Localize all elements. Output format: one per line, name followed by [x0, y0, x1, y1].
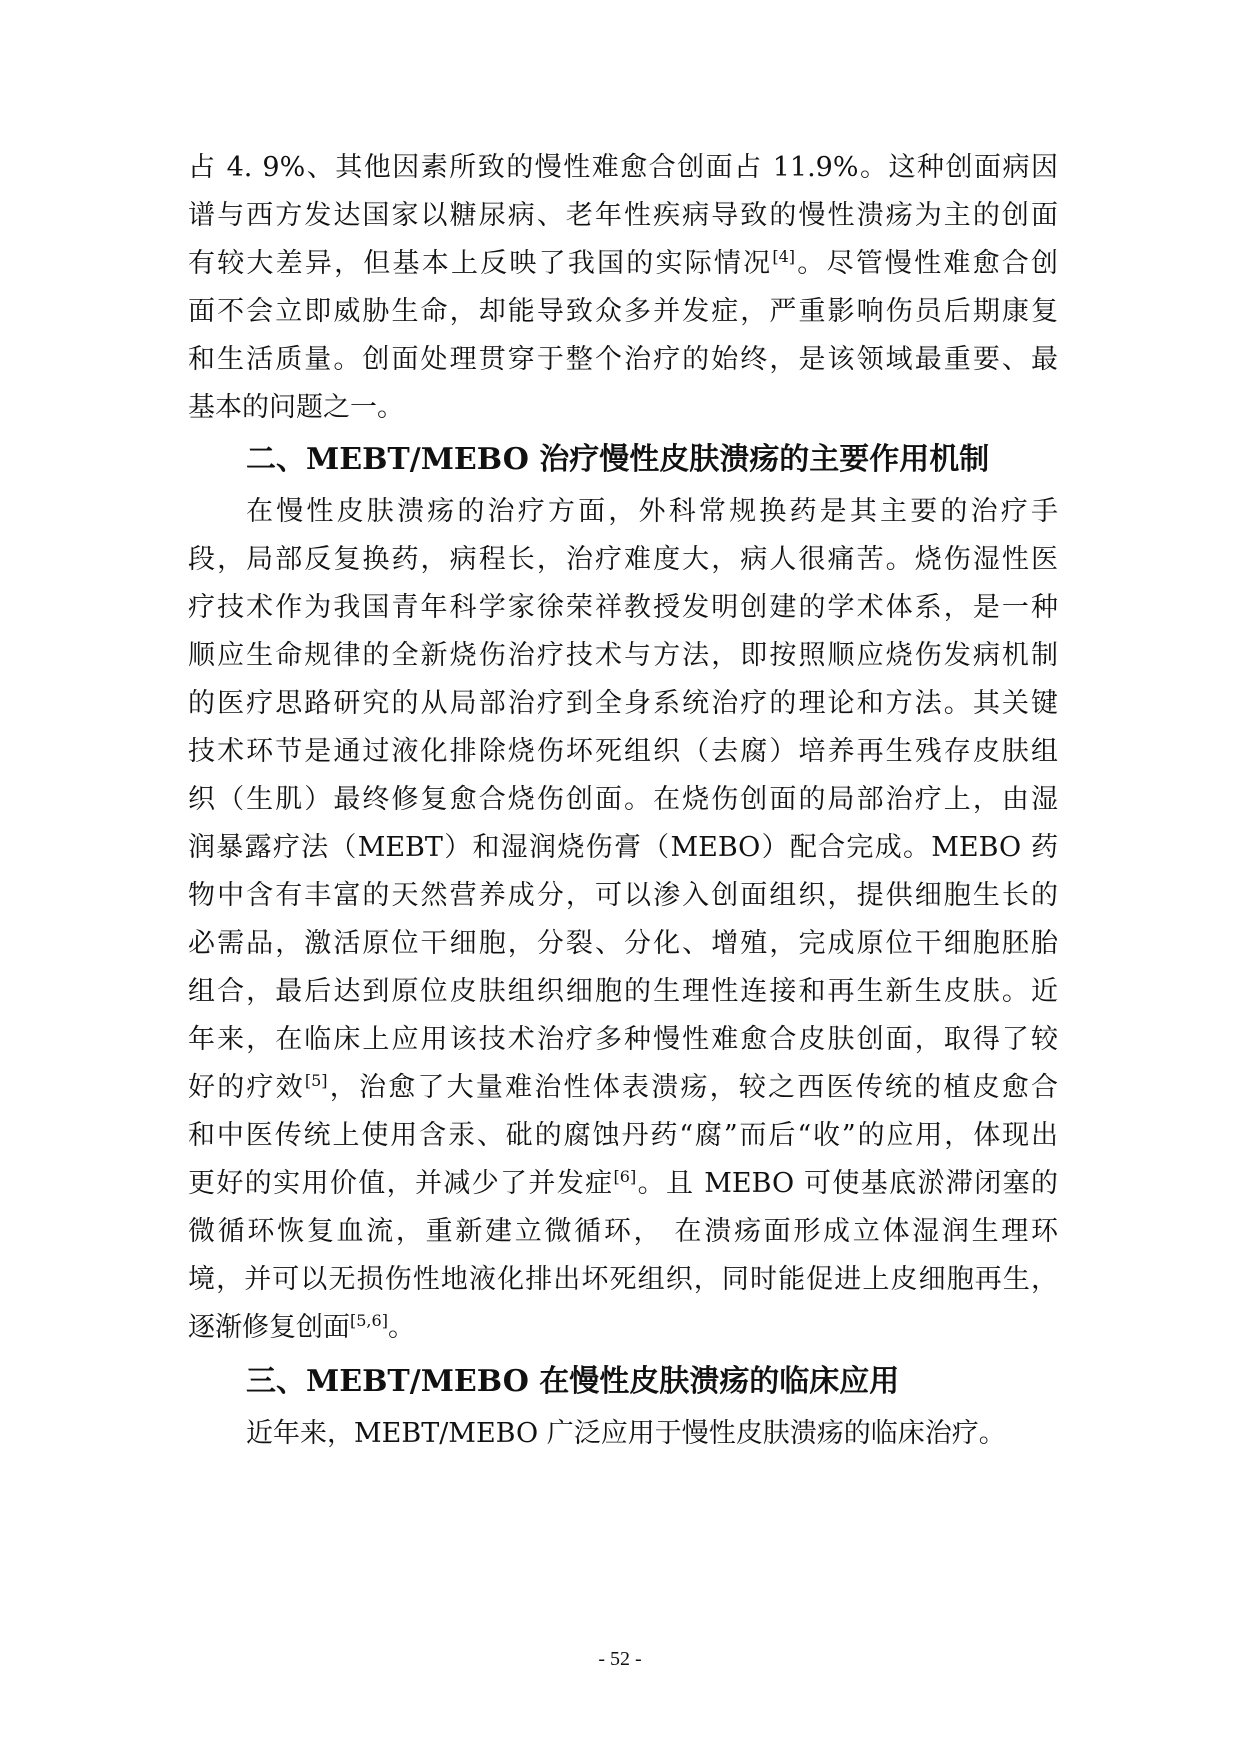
text-line: 润暴露疗法（MEBT）和湿润烧伤膏（MEBO）配合完成。MEBO 药 [188, 832, 1058, 863]
text-line: 谱与西方发达国家以糖尿病、老年性疾病导致的慢性溃疡为主的创面 [188, 200, 1058, 231]
section-heading-3: 三、MEBT/MEBO 在慢性皮肤溃疡的临床应用 [246, 1364, 900, 1399]
text-line: 段，局部反复换药，病程长，治疗难度大，病人很痛苦。烧伤湿性医 [188, 544, 1058, 575]
citation: [5] [304, 1071, 328, 1090]
text-run: 。 [387, 1312, 415, 1343]
text-line [188, 1308, 1058, 1348]
text-line: 必需品，激活原位干细胞，分裂、分化、增殖，完成原位干细胞胚胎 [188, 928, 1058, 959]
citation: [4] [772, 247, 796, 266]
text-line: 面不会立即威胁生命，却能导致众多并发症，严重影响伤员后期康复 [188, 296, 1058, 327]
text-run: 好的疗效 [188, 1072, 305, 1103]
text-line: 和中医传统上使用含汞、砒的腐蚀丹药“腐”而后“收”的应用，体现出 [188, 1120, 1058, 1151]
text-run: 逐渐修复创面 [188, 1312, 350, 1343]
text-line: 和生活质量。创面处理贯穿于整个治疗的始终，是该领域最重要、最 [188, 344, 1058, 375]
text-line: 占 4. 9%、其他因素所致的慢性难愈合创面占 11.9%。这种创面病因 [188, 152, 1058, 183]
text-run: 有较大差异，但基本上反映了我国的实际情况 [188, 248, 773, 279]
text-line: 在慢性皮肤溃疡的治疗方面，外科常规换药是其主要的治疗手 [246, 496, 1058, 527]
text-line: 组合，最后达到原位皮肤组织细胞的生理性连接和再生新生皮肤。近 [188, 976, 1058, 1007]
text-line: 织（生肌）最终修复愈合烧伤创面。在烧伤创面的局部治疗上，由湿 [188, 784, 1058, 815]
page-number: - 52 - [598, 1648, 642, 1670]
text-line: 物中含有丰富的天然营养成分，可以渗入创面组织，提供细胞生长的 [188, 880, 1058, 911]
text-line: 基本的问题之一。 [188, 392, 404, 423]
text-run: ，治愈了大量难治性体表溃疡，较之西医传统的植皮愈合 [327, 1072, 1059, 1103]
text-line: 微循环恢复血流，重新建立微循环， 在溃疡面形成立体湿润生理环 [188, 1216, 1058, 1247]
text-line: 技术环节是通过液化排除烧伤坏死组织（去腐）培养再生残存皮肤组 [188, 736, 1058, 767]
text-line [188, 244, 1058, 284]
text-line [188, 1068, 1058, 1108]
text-line: 顺应生命规律的全新烧伤治疗技术与方法，即按照顺应烧伤发病机制 [188, 640, 1058, 671]
text-run: 更好的实用价值，并减少了并发症 [188, 1168, 614, 1199]
text-run: 。尽管慢性难愈合创 [795, 248, 1059, 279]
section-heading-2: 二、MEBT/MEBO 治疗慢性皮肤溃疡的主要作用机制 [246, 442, 990, 477]
text-line [188, 1164, 1058, 1204]
text-line: 疗技术作为我国青年科学家徐荣祥教授发明创建的学术体系，是一种 [188, 592, 1058, 623]
text-line: 的医疗思路研究的从局部治疗到全身系统治疗的理论和方法。其关键 [188, 688, 1058, 719]
text-line: 近年来，MEBT/MEBO 广泛应用于慢性皮肤溃疡的临床治疗。 [246, 1418, 1006, 1449]
text-run: 。且 MEBO 可使基底淤滞闭塞的 [636, 1168, 1059, 1199]
text-line: 年来，在临床上应用该技术治疗多种慢性难愈合皮肤创面，取得了较 [188, 1024, 1058, 1055]
citation: [6] [613, 1167, 637, 1186]
citation: [5,6] [350, 1311, 388, 1330]
text-line: 境，并可以无损伤性地液化排出坏死组织，同时能促进上皮细胞再生， [188, 1264, 1058, 1295]
